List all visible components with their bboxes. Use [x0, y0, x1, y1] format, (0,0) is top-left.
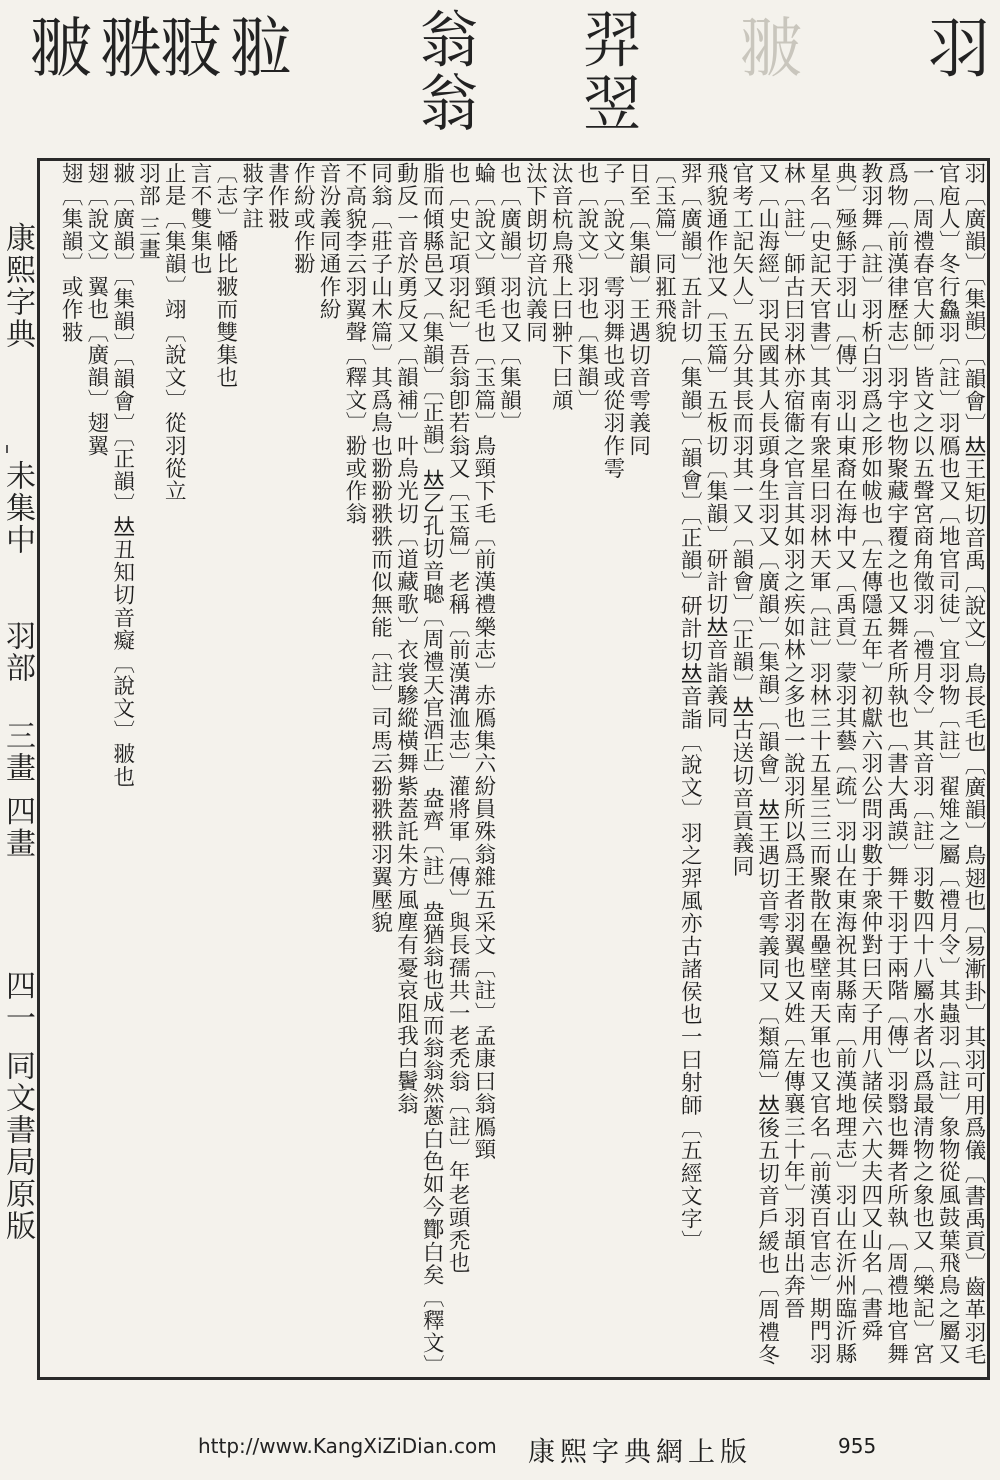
text-column: 〔志〕幡比翍而雙集也	[212, 162, 238, 389]
seal-glyph: 翍 翐	[30, 10, 156, 87]
seal-glyph: 羿 翌	[573, 7, 641, 124]
text-column: 〔玉篇〕同羾飛貌	[651, 162, 677, 344]
text-column: 羽〔廣韻〕〔集韻〕〔韻會〕𠀤王矩切音禹〔說文〕鳥長毛也〔廣韻〕鳥翅也〔易漸卦〕其羽可用爲儀〔書禹貢〕齒革羽毛	[961, 162, 986, 1367]
text-column: 汰音杭鳥飛上曰翀下曰頏	[548, 162, 574, 412]
text-column: 翅〔集韻〕或作翄	[58, 162, 84, 344]
stroke-label: 三畫 四畫	[0, 720, 35, 860]
text-column: 羽部 三畫	[135, 162, 161, 261]
text-column: 不高貌李云羽翼聲〔釋文〕翂或作翁	[341, 162, 367, 526]
text-column: 官庖人〕冬行鱻羽〔註〕羽鴈也又〔地官司徒〕宜羽物〔註〕翟雉之屬〔禮月令〕其蟲羽〔註〕象物從風鼓葉飛鳥之屬又	[935, 162, 961, 1366]
text-column: 又〔山海經〕羽民國其人長頭身生羽又〔廣韻〕〔集韻〕〔韻會〕𠀤王遇切音雩義同又〔類篇〕𠀤後五切音戶緩也〔周禮冬	[754, 162, 780, 1367]
text-column: 子〔說文〕雩羽舞也或從羽作雩	[599, 162, 625, 480]
text-column: 也〔史記項羽紀〕吾翁卽若翁又〔玉篇〕老稱〔前漢溝洫志〕灌將軍〔傳〕與長孺共一老禿翁〔註〕年老頭禿也	[445, 162, 471, 1275]
text-column: 同翁〔莊子山木篇〕其爲鳥也翂翂翐翐而似無能〔註〕司馬云翂翐翐羽翼壓貌	[367, 162, 393, 934]
text-column: 林〔註〕師古曰羽林亦宿衞之官言其如羽之疾如林之多也一說羽所以爲王者羽翼也又姓〔左傳襄三十年〕羽頡出奔晉	[780, 162, 806, 1320]
text-column: 日至〔集韻〕王遇切音雩義同	[625, 162, 651, 458]
text-column: 也〔說文〕羽也〔集韻〕	[574, 162, 600, 412]
text-column: 言不雙集也	[187, 162, 213, 276]
text-column: 音汾義同通作紛	[316, 162, 342, 321]
text-column: 動反一音於勇反又〔韻補〕叶烏光切〔道藏歌〕衣裳驂縱橫舞紫蓋託朱方風塵有憂哀阻我白鬢翁	[393, 162, 419, 1116]
text-column: 作紛或作翂	[290, 162, 316, 276]
seal-script-header	[0, 0, 1000, 150]
text-column: 一〔周禮春官大師〕皆文之以五聲宮商角徵羽〔禮月令〕其音羽〔註〕羽數四十八屬水者以爲最清物之象也又〔樂記〕宮	[909, 162, 935, 1366]
text-column: 翄字註	[238, 162, 264, 231]
text-column: 飛貌通作池又〔玉篇〕五板切〔集韻〕研計切𠀤音詣義同	[703, 162, 729, 730]
text-column: 書作翄	[264, 162, 290, 231]
text-column: 翅〔說文〕翼也〔廣韻〕翅翼	[83, 162, 109, 458]
seal-glyph: 翍	[740, 10, 797, 87]
book-title: 康熙字典	[0, 222, 35, 350]
page-footer	[0, 1430, 1000, 1470]
text-column: 止是〔集韻〕翊〔說文〕從羽從立	[161, 162, 187, 503]
text-column: 爲物〔前漢律歷志〕羽宇也物聚藏宇覆之也又舞者所執也〔書大禹謨〕舞干羽于兩階〔傳〕羽翳也舞者所執〔周禮地官舞	[883, 162, 909, 1366]
text-column: 也〔廣韻〕羽也又〔集韻〕	[496, 162, 522, 435]
site-url: http://www.KangXiZiDian.com	[198, 1434, 497, 1458]
text-column: 教羽舞〔註〕羽析白羽爲之形如帗也〔左傳隱五年〕初獻六羽公問羽數于衆仲對曰天子用八諸侯六大夫四又山名〔書舜	[857, 162, 883, 1343]
text-column: 羿〔廣韻〕五計切〔集韻〕〔韻會〕〔正韻〕研計切𠀤音詣〔說文〕羽之羿風亦古諸侯也一曰射師〔五經文字〕	[677, 162, 703, 1253]
dictionary-body	[40, 162, 986, 1378]
publisher-label: 同文書局原版	[0, 1050, 35, 1242]
text-column: 翍〔廣韻〕〔集韻〕〔韻會〕〔正韻〕𠀤丑知切音癡〔說文〕翍也	[109, 162, 135, 789]
footer-title: 康熙字典網上版	[528, 1437, 752, 1468]
text-column: 脂而傾縣邑又〔集韻〕〔正韻〕𠀤乙孔切音聰〔周禮天官酒正〕盎齊〔註〕盎猶翁也成而翁翁然蔥白色如今酇白矣〔釋文〕	[419, 162, 445, 1367]
text-column: 典〕殛鯀于羽山〔傳〕羽山東裔在海中又〔禹貢〕蒙羽其藝〔疏〕羽山在東海祝其縣南〔前漢地理志〕羽山在沂州臨沂縣	[832, 162, 858, 1366]
page-number: 955	[838, 1434, 877, 1458]
text-column: 官考工記矢人〕五分其長而羽其一又〔韻會〕〔正韻〕𠀤古送切音貢義同	[728, 162, 754, 878]
text-column: 星名〔史記天官書〕其南有衆星曰羽林天軍〔註〕羽林三十五星三三而聚散在壘壁南天軍也又官名〔前漢百官志〕期門羽	[806, 162, 832, 1366]
seal-glyph: 翄 翋	[160, 10, 286, 87]
text-column: 蜦〔說文〕頸毛也〔玉篇〕鳥頸下毛〔前漢禮樂志〕赤鴈集六紛員殊翁雜五采文〔註〕孟康曰翁鴈頸	[470, 162, 496, 1161]
page-margin-labels	[0, 160, 37, 1385]
divider	[6, 445, 8, 453]
page-label: 四一	[0, 970, 35, 1034]
radical-label: 羽部	[0, 620, 35, 684]
text-column: 汰下朗切音沆義同	[522, 162, 548, 344]
section-label: 未集中	[0, 460, 35, 556]
seal-glyph: 翁 翁	[410, 7, 478, 124]
seal-glyph: 羽	[928, 10, 985, 87]
